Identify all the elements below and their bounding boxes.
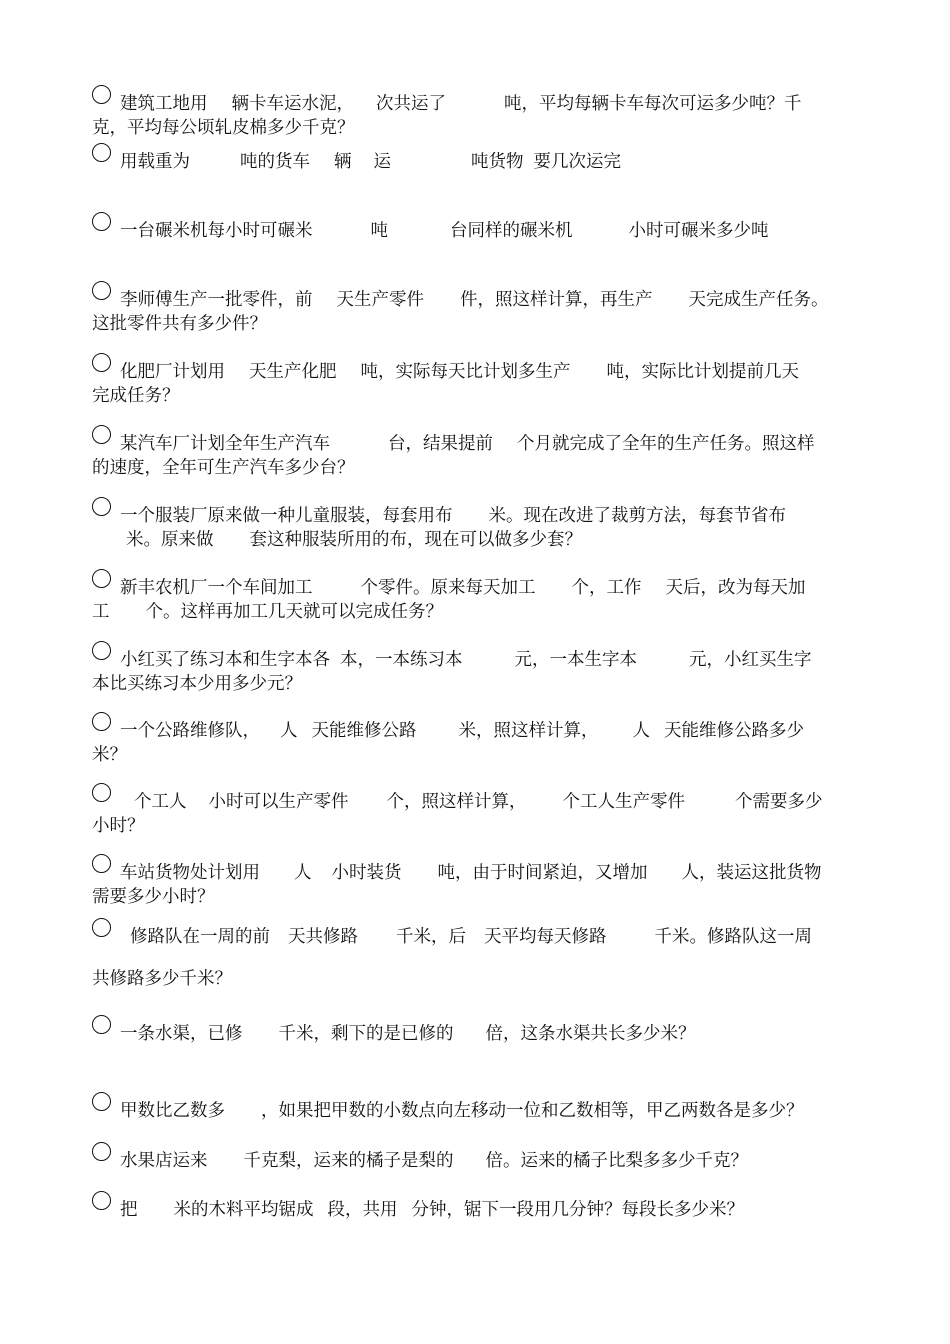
- problem-text-segment: 米。现在改进了裁剪方法，每套节省布: [488, 506, 786, 526]
- problem-line: [92, 967, 860, 991]
- problem-text-segment: 吨货物: [471, 152, 524, 172]
- problem-text-segment: 千米，后: [396, 927, 466, 947]
- problem-text-segment: 千米。修路队这一周: [654, 927, 812, 947]
- answer-circle-icon: [92, 918, 111, 937]
- problem-line: [92, 576, 860, 600]
- problem-text-segment: 段，共用: [327, 1200, 398, 1220]
- problem-text-segment: 次共运了: [376, 94, 446, 114]
- problem-line: [92, 432, 860, 456]
- word-problem: [92, 1198, 860, 1222]
- problem-text-segment: 用载重为: [120, 152, 190, 172]
- problem-text-segment: 本，一本练习本: [340, 650, 463, 670]
- problem-line: [92, 1198, 860, 1222]
- problem-text-segment: 元，一本生字本: [514, 650, 637, 670]
- problem-text-segment: 套这种服装所用的布，现在可以做多少套？: [249, 530, 582, 550]
- problem-text-segment: 小时？: [92, 816, 145, 836]
- problem-text-segment: 天生产零件: [336, 290, 424, 310]
- problem-text-segment: 人: [294, 863, 312, 883]
- word-problem: [92, 576, 860, 624]
- problem-text-segment: 一个服装厂原来做一种儿童服装，每套用布: [120, 506, 453, 526]
- problem-text-segment: 一个公路维修队，: [120, 721, 260, 741]
- problem-text-segment: 化肥厂计划用: [120, 362, 225, 382]
- problem-line: [92, 360, 860, 384]
- word-problem: [92, 504, 860, 552]
- problem-line: [92, 1149, 860, 1173]
- word-problem: [92, 150, 860, 174]
- problem-text-segment: 小时可以生产零件: [208, 792, 349, 812]
- problem-text-segment: 工: [92, 602, 110, 622]
- word-problem: [92, 432, 860, 480]
- problem-line: [92, 885, 860, 909]
- problem-text-segment: 克，平均每公顷轧皮棉多少千克？: [92, 118, 355, 138]
- problem-text-segment: 倍。运来的橘子比梨多多少千克？: [485, 1151, 748, 1171]
- problem-line: [92, 925, 860, 949]
- problem-text-segment: 米，照这样计算，: [458, 721, 599, 741]
- problem-text-segment: 要几次运完: [533, 152, 621, 172]
- problem-text-segment: 小红买了练习本和生字本各: [120, 650, 330, 670]
- problem-text-segment: 元，小红买生字: [689, 650, 812, 670]
- word-problem: [92, 790, 860, 838]
- answer-circle-icon: [92, 143, 111, 162]
- problem-text-segment: 个。这样再加工几天就可以完成任务？: [145, 602, 443, 622]
- problem-line: [92, 600, 860, 624]
- problem-text-segment: 天共修路: [288, 927, 358, 947]
- answer-circle-icon: [92, 641, 111, 660]
- problem-text-segment: 新丰农机厂一个车间加工: [120, 578, 313, 598]
- problem-text-segment: 这批零件共有多少件？: [92, 314, 267, 334]
- problem-text-segment: 一条水渠，已修: [120, 1024, 243, 1044]
- word-problem: [92, 1099, 860, 1123]
- problem-line: [92, 1022, 860, 1046]
- problem-text-segment: 倍，这条水渠共长多少米？: [485, 1024, 696, 1044]
- answer-circle-icon: [92, 353, 111, 372]
- problem-line: [92, 719, 860, 743]
- problem-text-segment: 需要多少小时？: [92, 887, 215, 907]
- word-problem: [92, 925, 860, 991]
- problem-text-segment: 建筑工地用: [120, 94, 208, 114]
- problem-line: [92, 312, 860, 336]
- problem-text-segment: 个，照这样计算，: [386, 792, 527, 812]
- problem-text-segment: 天后，改为每天加: [665, 578, 806, 598]
- problem-text-segment: 运: [373, 152, 391, 172]
- problem-text-segment: 小时装货: [331, 863, 402, 883]
- problem-text-segment: 人: [632, 721, 650, 741]
- problem-text-segment: 吨，实际比计划提前几天: [606, 362, 799, 382]
- answer-circle-icon: [92, 1142, 111, 1161]
- problem-text-segment: 辆: [334, 152, 352, 172]
- problem-text-segment: 米的木料平均锯成: [173, 1200, 314, 1220]
- problem-text-segment: 某汽车厂计划全年生产汽车: [120, 434, 330, 454]
- problem-text-segment: 个需要多少: [735, 792, 823, 812]
- problem-text-segment: 车站货物处计划用: [120, 863, 260, 883]
- problem-text-segment: 修路队在一周的前: [130, 927, 270, 947]
- problem-text-segment: 甲数比乙数多: [120, 1101, 225, 1121]
- problem-text-segment: 李师傅生产一批零件，前: [120, 290, 313, 310]
- answer-circle-icon: [92, 569, 111, 588]
- word-problem: [92, 360, 860, 408]
- problem-text-segment: 把: [120, 1200, 138, 1220]
- problem-text-segment: 天生产化肥: [249, 362, 337, 382]
- problem-text-segment: 个工人生产零件: [562, 792, 685, 812]
- word-problem: [92, 219, 860, 243]
- answer-circle-icon: [92, 497, 111, 516]
- problem-text-segment: 辆卡车运水泥，: [231, 94, 354, 114]
- problem-text-segment: 水果店运来: [120, 1151, 208, 1171]
- word-problem: [92, 1022, 860, 1046]
- word-problem: [92, 1149, 860, 1173]
- problem-text-segment: 吨，平均每辆卡车每次可运多少吨？千: [504, 94, 802, 114]
- problem-text-segment: 天能维修公路: [311, 721, 417, 741]
- problem-line: [92, 150, 860, 174]
- problem-line: [92, 288, 860, 312]
- problem-line: [92, 528, 860, 552]
- problem-text-segment: 天平均每天修路: [484, 927, 607, 947]
- problem-text-segment: 一台碾米机每小时可碾米: [120, 221, 313, 241]
- problem-text-segment: 件，照这样计算，再生产: [460, 290, 653, 310]
- problem-text-segment: 千米，剩下的是已修的: [278, 1024, 454, 1044]
- problem-text-segment: 吨，由于时间紧迫，又增加: [437, 863, 648, 883]
- problem-line: [92, 861, 860, 885]
- problem-line: [92, 92, 860, 116]
- problem-text-segment: 完成任务？: [92, 386, 180, 406]
- problem-line: [92, 648, 860, 672]
- problem-text-segment: 吨: [370, 221, 388, 241]
- problem-line: [92, 504, 860, 528]
- problem-text-segment: 小时可碾米多少吨: [628, 221, 769, 241]
- problem-line: [92, 672, 860, 696]
- problem-text-segment: 个，工作: [571, 578, 642, 598]
- problem-text-segment: 人: [280, 721, 298, 741]
- answer-circle-icon: [92, 783, 111, 802]
- answer-circle-icon: [92, 712, 111, 731]
- word-problem: [92, 288, 860, 336]
- problem-line: [92, 1099, 860, 1123]
- problem-line: [92, 743, 860, 767]
- problem-text-segment: 台，结果提前: [388, 434, 493, 454]
- answer-circle-icon: [92, 854, 111, 873]
- word-problem: [92, 719, 860, 767]
- problem-text-segment: 吨的货车: [240, 152, 310, 172]
- answer-circle-icon: [92, 425, 111, 444]
- problem-line: [92, 116, 860, 140]
- word-problem: [92, 92, 860, 140]
- problem-text-segment: 本比买练习本少用多少元？: [92, 674, 302, 694]
- problem-text-segment: 分钟，锯下一段用几分钟？每段长多少米？: [411, 1200, 744, 1220]
- answer-circle-icon: [92, 85, 111, 104]
- problem-text-segment: ，如果把甲数的小数点向左移动一位和乙数相等，甲乙两数各是多少？: [261, 1101, 804, 1121]
- answer-circle-icon: [92, 281, 111, 300]
- problem-text-segment: 吨，实际每天比计划多生产: [360, 362, 571, 382]
- problem-line: [92, 384, 860, 408]
- problem-line: [92, 814, 860, 838]
- problem-text-segment: 共修路多少千米？: [92, 969, 232, 989]
- problem-text-segment: 天能维修公路多少: [664, 721, 804, 741]
- problem-text-segment: 米？: [92, 745, 127, 765]
- answer-circle-icon: [92, 1092, 111, 1111]
- answer-circle-icon: [92, 1015, 111, 1034]
- word-problem: [92, 648, 860, 696]
- answer-circle-icon: [92, 1191, 111, 1210]
- problem-text-segment: 天完成生产任务。: [688, 290, 829, 310]
- problem-text-segment: 个月就完成了全年的生产任务。照这样: [517, 434, 815, 454]
- problem-line: [92, 219, 860, 243]
- problem-text-segment: 个工人: [134, 792, 187, 812]
- problem-text-segment: 的速度，全年可生产汽车多少台？: [92, 458, 355, 478]
- problem-text-segment: 千克梨，运来的橘子是梨的: [243, 1151, 454, 1171]
- problem-text-segment: 人，装运这批货物: [681, 863, 822, 883]
- problem-text-segment: 个零件。原来每天加工: [360, 578, 536, 598]
- problem-text-segment: 台同样的碾米机: [450, 221, 573, 241]
- problem-line: [92, 790, 860, 814]
- word-problem: [92, 861, 860, 909]
- problem-text-segment: 米。原来做: [126, 530, 214, 550]
- problem-line: [92, 456, 860, 480]
- answer-circle-icon: [92, 212, 111, 231]
